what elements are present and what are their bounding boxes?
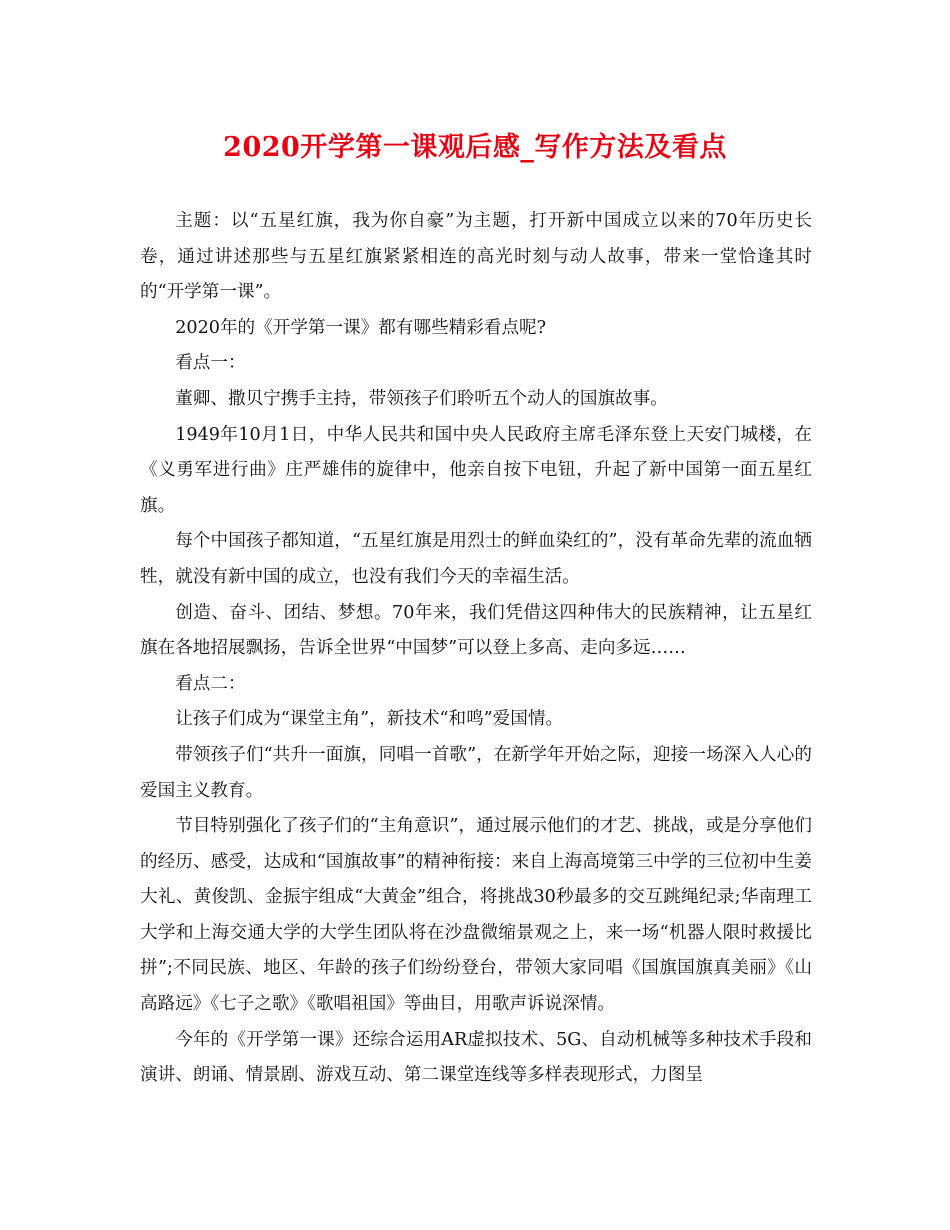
paragraph: 节目特别强化了孩子们的“主角意识”，通过展示他们的才艺、挑战，或是分享他们的经历、感受，达成和“国旗故事”的精神衔接：来自上海高境第三中学的三位初中生姜大礼、黄俊凯、金振宇组成“大黄金”组合，将挑战30秒最多的交互跳绳纪录;华南理工大学和上海交通大学的大学生团队将在沙盘微缩景观之上，来一场“机器人限时救援比拼”;不同民族、地区、年龄的孩子们纷纷登台，带领大家同唱《国旗国旗真美丽》《山高路远》《七子之歌》《歌唱祖国》等曲目，用歌声诉说深情。	[140, 816, 812, 1015]
paragraph: 今年的《开学第一课》还综合运用AR虚拟技术、5G、自动机械等多种技术手段和演讲、朗诵、情景剧、游戏互动、第二课堂连线等多样表现形式，力图呈	[140, 1029, 812, 1086]
document-body	[140, 204, 812, 1094]
paragraph: 主题：以“五星红旗，我为你自豪”为主题，打开新中国成立以来的70年历史长卷，通过讲述那些与五星红旗紧紧相连的高光时刻与动人故事，带来一堂恰逢其时的“开学第一课”。	[140, 211, 812, 303]
paragraph: 创造、奋斗、团结、梦想。70年来，我们凭借这四种伟大的民族精神，让五星红旗在各地招展飘扬，告诉全世界“中国梦”可以登上多高、走向多远……	[140, 602, 812, 659]
paragraph: 每个中国孩子都知道，“五星红旗是用烈士的鲜血染红的”，没有革命先辈的流血牺牲，就没有新中国的成立，也没有我们今天的幸福生活。	[140, 531, 812, 587]
document-title: 2020开学第一课观后感_写作方法及看点	[223, 132, 727, 163]
paragraph: 看点一：	[175, 353, 246, 374]
paragraph: 带领孩子们“共升一面旗，同唱一首歌”，在新学年开始之际，迎接一场深入人心的爱国主义教育。	[140, 744, 812, 801]
paragraph: 看点二：	[175, 673, 246, 694]
paragraph: 让孩子们成为“课堂主角”，新技术“和鸣”爱国情。	[175, 709, 564, 730]
paragraph: 1949年10月1日，中华人民共和国中央人民政府主席毛泽东登上天安门城楼，在《义勇军进行曲》庄严雄伟的旋律中，他亲自按下电钮，升起了新中国第一面五星红旗。	[140, 424, 812, 516]
paragraph: 2020年的《开学第一课》都有哪些精彩看点呢?	[175, 317, 547, 338]
paragraph: 董卿、撒贝宁携手主持，带领孩子们聆听五个动人的国旗故事。	[175, 388, 668, 409]
